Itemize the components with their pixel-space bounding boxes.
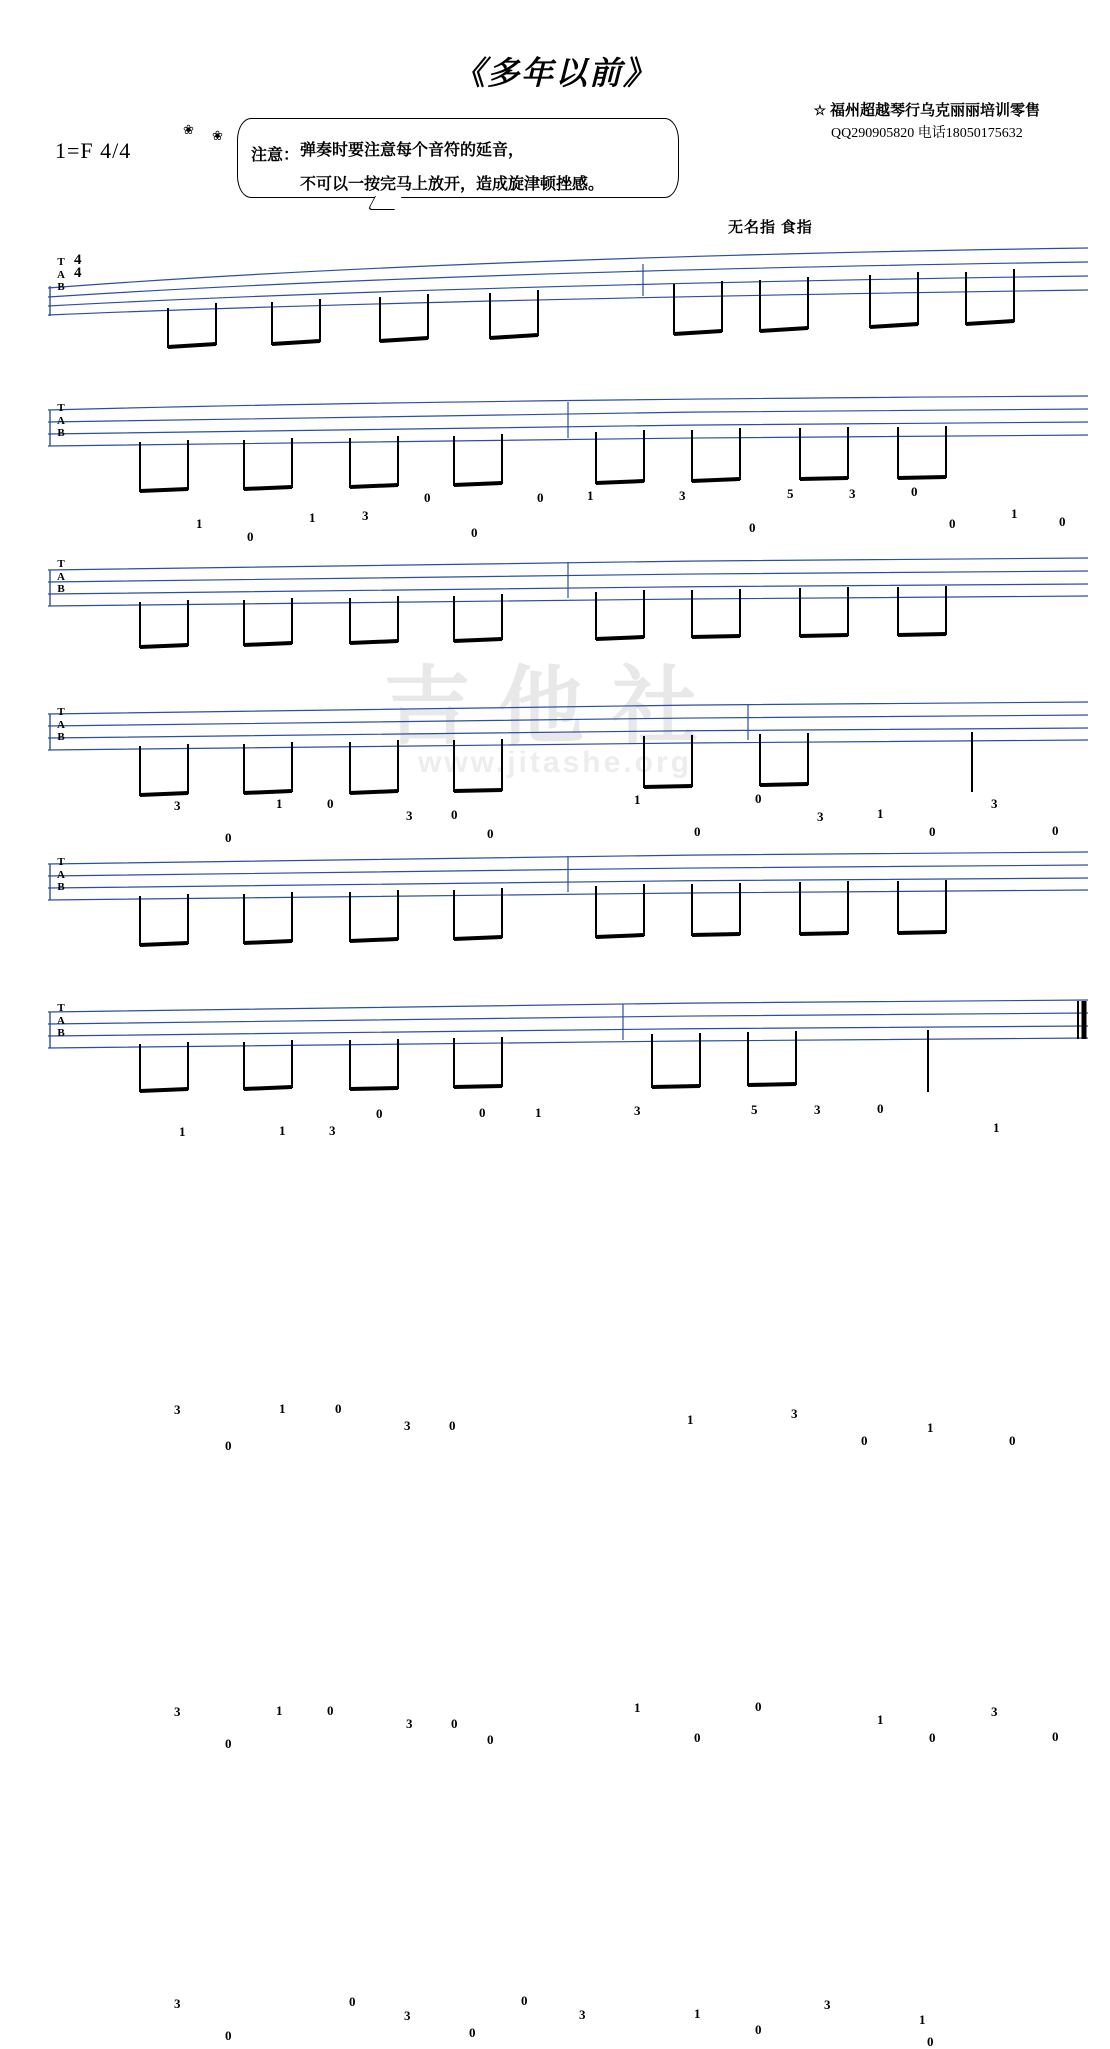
tab-note: 1: [309, 510, 316, 525]
tab-note: 0: [487, 1732, 494, 1747]
tab-note: 0: [349, 1994, 356, 2009]
tab-note: 0: [225, 830, 232, 845]
tab-note: 1: [1011, 506, 1018, 521]
tab-staff-2: [48, 396, 1088, 506]
tab-note: 0: [877, 1101, 884, 1116]
tab-note: 1: [279, 1123, 286, 1138]
tab-clef-letters: T A B: [57, 706, 65, 743]
note-label: 注意：: [251, 147, 300, 164]
tab-note: 3: [991, 1704, 998, 1719]
tab-note: 0: [471, 525, 478, 540]
tab-note: 3: [174, 1996, 181, 2011]
tab-staff-4: [48, 700, 1088, 813]
tab-note: 3: [679, 488, 686, 503]
flower-icon: ❀: [183, 122, 194, 137]
shop-name-line: [814, 100, 1040, 123]
tab-note: 1: [877, 806, 884, 821]
key-signature: 1=F 4/4: [55, 138, 132, 163]
tab-note: 0: [376, 1106, 383, 1121]
tab-note: 0: [327, 1703, 334, 1718]
flower-icon: ❀: [212, 128, 223, 143]
tab-note: 0: [755, 2022, 762, 2037]
tab-note: 0: [225, 1438, 232, 1453]
tab-system-6: [48, 996, 1088, 2049]
tab-note: 1: [919, 2012, 926, 2027]
tab-note: 3: [791, 1406, 798, 1421]
tab-staff-3: [48, 552, 1088, 662]
tab-note: 3: [814, 1102, 821, 1117]
tab-note: 0: [451, 1716, 458, 1731]
tab-note: 3: [634, 1103, 641, 1118]
tab-note: 0: [451, 807, 458, 822]
tab-note: 1: [587, 488, 594, 503]
tab-note: 1: [634, 1700, 641, 1715]
tab-note: 0: [487, 826, 494, 841]
tab-note: 0: [225, 2028, 232, 2043]
tab-note: 0: [327, 796, 334, 811]
tab-note: 1: [694, 2006, 701, 2021]
tab-note: 0: [479, 1105, 486, 1120]
page-title: 《多年以前》: [452, 55, 657, 91]
tab-note: 0: [694, 1730, 701, 1745]
tab-note: 1: [196, 516, 203, 531]
tab-note: 0: [749, 520, 756, 535]
tab-system-5: [48, 850, 1088, 1751]
time-signature: 4 4: [74, 252, 82, 281]
shop-name: 福州超越琴行乌克丽丽培训零售: [829, 103, 1040, 119]
tab-note: 0: [1052, 1729, 1059, 1744]
tab-note: 3: [329, 1123, 336, 1138]
note-line-2: 不可以一按完马上放开，造成旋津顿挫感。: [300, 176, 605, 193]
tab-note: 3: [174, 798, 181, 813]
tab-note: 1: [276, 1703, 283, 1718]
tab-note: 0: [537, 490, 544, 505]
tab-note: 5: [787, 486, 794, 501]
tab-clef-letters: T A B: [57, 1002, 65, 1039]
tab-note: 0: [1052, 823, 1059, 838]
tab-note: 3: [579, 2007, 586, 2022]
tab-note: 0: [861, 1433, 868, 1448]
tab-note: 3: [362, 508, 369, 523]
tab-note: 3: [174, 1402, 181, 1417]
tab-staff-5: [48, 850, 1088, 960]
watermark-text: 吉他社: [384, 659, 726, 755]
tab-note: 0: [521, 1993, 528, 2008]
tab-note: 3: [404, 1418, 411, 1433]
watermark-url: www.jitashe.org: [418, 746, 692, 779]
tab-note: 0: [449, 1418, 456, 1433]
tab-clef-letters: T A B: [57, 256, 65, 293]
tab-note: 0: [949, 516, 956, 531]
tab-note: 0: [755, 791, 762, 806]
note-line-1: 弹奏时要注意每个音符的延音，: [300, 142, 525, 159]
shop-contact: QQ290905820 电话18050175632: [830, 125, 1023, 141]
tab-note: 1: [993, 1120, 1000, 1135]
tab-note: 3: [406, 1716, 413, 1731]
star-icon: ☆: [813, 104, 827, 119]
tab-note: 1: [877, 1712, 884, 1727]
tab-note: 5: [751, 1102, 758, 1117]
tab-note: 3: [817, 809, 824, 824]
tab-note: 0: [469, 2025, 476, 2040]
tab-note: 3: [849, 486, 856, 501]
tab-note: 0: [927, 2034, 934, 2049]
tab-staff-1: [48, 250, 1088, 360]
tab-note: 1: [279, 1401, 286, 1416]
tab-note: 0: [911, 484, 918, 499]
note-text: [300, 134, 690, 202]
tab-note: 3: [991, 796, 998, 811]
tab-note: 1: [927, 1420, 934, 1435]
tab-clef-letters: T A B: [57, 558, 65, 595]
tab-note: 1: [687, 1412, 694, 1427]
tab-note: 1: [179, 1124, 186, 1139]
tab-note: 3: [406, 808, 413, 823]
tab-note: 3: [824, 1997, 831, 2012]
tab-note: 3: [174, 1704, 181, 1719]
tab-note: 0: [755, 1699, 762, 1714]
tab-note: 0: [929, 824, 936, 839]
tab-note: 1: [535, 1105, 542, 1120]
tab-note: 0: [424, 490, 431, 505]
tab-staff-6: [48, 996, 1088, 1106]
tab-note: 3: [404, 2008, 411, 2023]
tab-note: 0: [247, 529, 254, 544]
tab-note: 1: [276, 796, 283, 811]
tab-clef-letters: T A B: [57, 856, 65, 893]
tab-note: 0: [694, 824, 701, 839]
tab-clef-letters: T A B: [57, 402, 65, 439]
tab-note: 0: [929, 1730, 936, 1745]
tab-note: 0: [1009, 1433, 1016, 1448]
finger-indication-label: 无名指 食指: [728, 220, 813, 236]
tab-system-1: [48, 250, 1088, 544]
tab-note: 0: [225, 1736, 232, 1751]
tab-note: 1: [634, 792, 641, 807]
tab-note: 0: [335, 1401, 342, 1416]
shop-info: [814, 100, 1040, 144]
tab-system-4: [48, 700, 1088, 1453]
tab-note: 0: [1059, 514, 1066, 529]
